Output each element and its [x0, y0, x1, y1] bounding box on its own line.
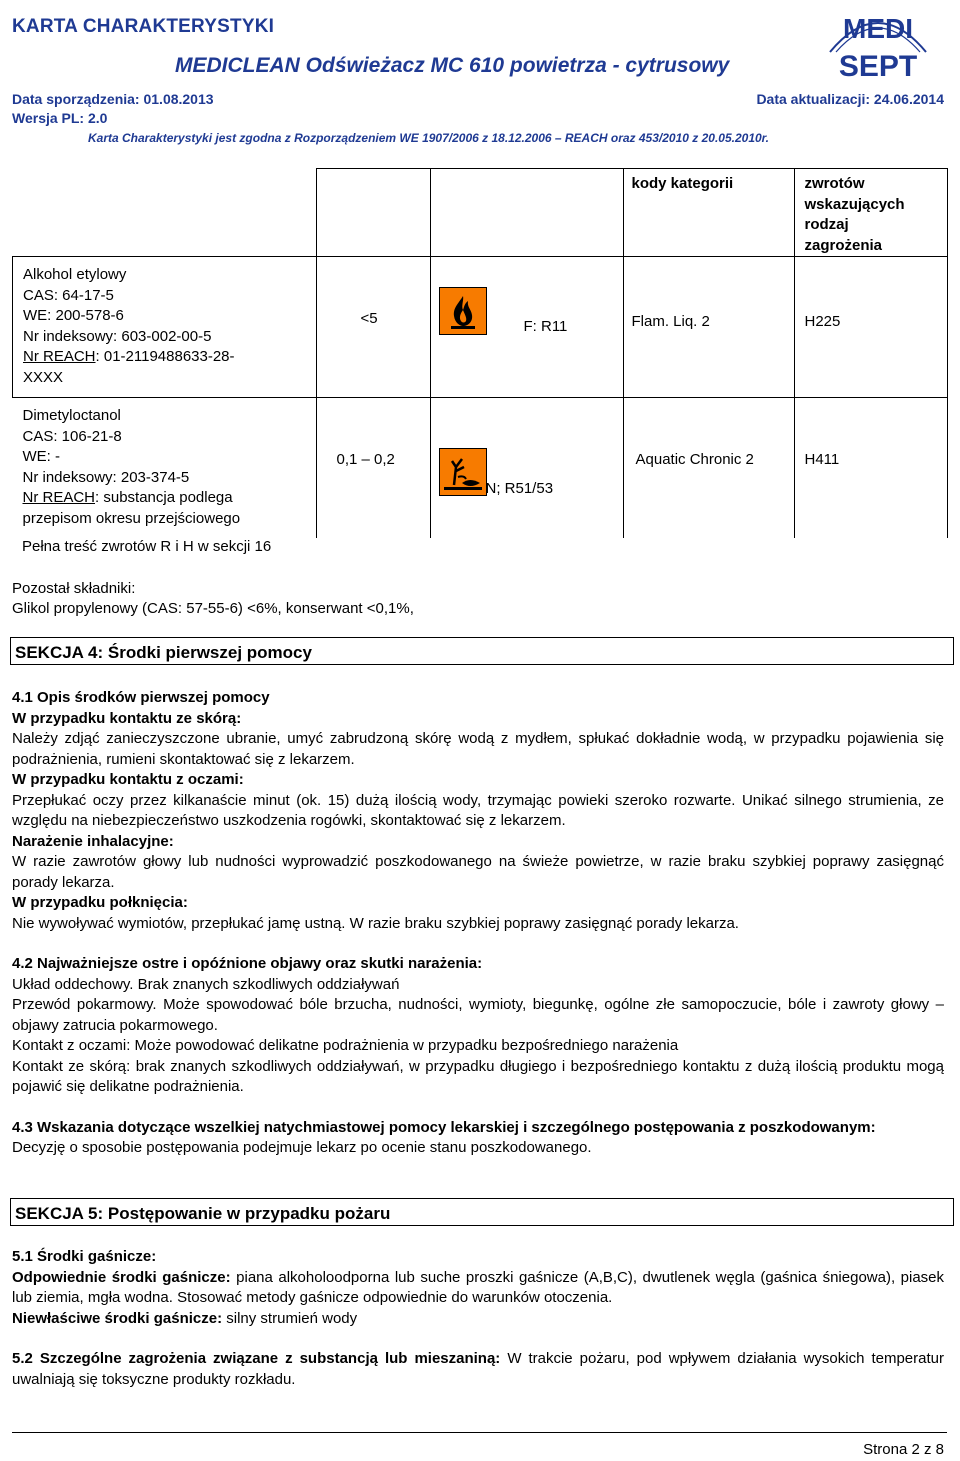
- category-code: Flam. Liq. 2: [631, 313, 710, 330]
- substance-reach-cont: przepisom okresu przejściowego: [22, 509, 241, 527]
- skin-contact-heading: W przypadku kontaktu ze skórą:: [12, 709, 242, 727]
- document-title: KARTA CHARAKTERYSTYKI: [12, 16, 275, 37]
- subsection-4-1-heading: 4.1 Opis środków pierwszej pomocy: [12, 689, 270, 706]
- eye-contact-text: Przepłukać oczy przez kilkanaście minut (ok. 15) dużą ilością wody, trzymając powieki szeroko rozwarte. Unikać silnego strumienia, ze względu na niebezpieczeństwo uszkodzenia rogówki, skontaktować się z lekarzem.: [12, 791, 944, 829]
- substance-reach-cont: XXXX: [23, 368, 64, 386]
- table-head-empty-3: [430, 169, 623, 257]
- eye-contact-heading: W przypadku kontaktu z oczami:: [12, 771, 244, 788]
- head-codes-label: kody kategorii: [631, 175, 734, 192]
- substance-name: Dimetyloctanol: [22, 407, 121, 424]
- substance-reach: Nr REACH: substancja podlega: [22, 489, 233, 506]
- page-number: Strona 2 z 8: [863, 1441, 944, 1458]
- skin-contact-text: Należy zdjąć zanieczyszczone ubranie, umyć zabrudzoną skórę wodą z mydłem, spłukać dokładnie wodą, w przypadku pojawienia się podrażnienia, rumieni skontaktować się z lekarzem.: [12, 730, 944, 768]
- substance-reach: Nr REACH: 01-2119488633-28-: [23, 348, 235, 365]
- substance-cell: [13, 257, 317, 398]
- substance-index: Nr indeksowy: 203-374-5: [22, 468, 190, 486]
- ingestion-text: Nie wywoływać wymiotów, przepłukać jamę ustną. W razie braku szybkiej poprawy zasięgnąć porady lekarza.: [12, 914, 739, 932]
- subsection-4-3-text: Decyzję o sposobie postępowania podejmuje lekarz po ocenie stanu poszkodowanego.: [12, 1139, 592, 1156]
- substance-cas: CAS: 64-17-5: [23, 286, 114, 304]
- footer-divider: [12, 1432, 947, 1433]
- concentration-cell: [316, 257, 430, 398]
- symptoms-respiratory: Układ oddechowy. Brak znanych szkodliwych oddziaływań: [12, 975, 400, 993]
- product-name: MEDICLEAN Odświeżacz MC 610 powietrza - cytrusowy: [175, 54, 730, 77]
- head-hazard-label: zwrotów wskazujących rodzaj zagrożenia: [804, 175, 905, 254]
- substance-cas: CAS: 106-21-8: [22, 427, 122, 445]
- classification-symbol: F: R11: [523, 318, 568, 335]
- category-cell: [623, 257, 794, 398]
- table-head-empty-1: [13, 169, 317, 257]
- subsection-5-2: 5.2 Szczególne zagrożenia związane z substancją lub mieszaniną: W trakcie pożaru, pod wpływem działania wysokich temperatur uwalniają się toksyczne produkty rozkładu.: [12, 1350, 944, 1388]
- inhalation-heading: Narażenie inhalacyjne:: [12, 832, 174, 850]
- concentration-cell: [316, 398, 430, 538]
- section-5-header: SEKCJA 5: Postępowanie w przypadku pożaru: [10, 1198, 954, 1226]
- table-row: [13, 398, 948, 538]
- created-date: Data sporządzenia: 01.08.2013: [12, 91, 214, 107]
- substance-we: WE: -: [22, 448, 60, 465]
- other-components-text: Glikol propylenowy (CAS: 57-55-6) <6%, konserwant <0,1%,: [12, 600, 414, 617]
- section-5-body: [12, 1247, 944, 1390]
- logo-text-bottom: SEPT: [838, 50, 918, 83]
- hazard-statement: H411: [804, 451, 840, 468]
- subsection-4-2-heading: 4.2 Najważniejsze ostre i opóźnione objawy oraz skutki narażenia:: [12, 955, 483, 972]
- hazard-cell: [794, 398, 947, 538]
- hazard-statement: H225: [804, 313, 841, 330]
- table-note: Pełna treść zwrotów R i H w sekcji 16: [22, 538, 272, 555]
- updated-date: Data aktualizacji: 24.06.2014: [756, 91, 944, 107]
- table-head-hazard: [794, 169, 947, 257]
- substance-cell: [13, 398, 317, 538]
- environment-icon: [439, 448, 487, 496]
- hazard-cell: [794, 257, 947, 398]
- inhalation-text: W razie zawrotów głowy lub nudności wyprowadzić poszkodowanego na świeże powietrze, w razie braku szybkiej poprawy zasięgnąć porady lekarza.: [12, 853, 944, 891]
- classification-cell: [430, 257, 623, 398]
- symptoms-skin: Kontakt ze skórą: brak znanych szkodliwych oddziaływań, w przypadku długiego i bezpośredniego kontaktu z dużą ilością produktu mogą pojawić się delikatne podrażnienia.: [12, 1057, 944, 1095]
- section-4-header: SEKCJA 4: Środki pierwszej pomocy: [10, 637, 954, 665]
- category-code: Aquatic Chronic 2: [635, 451, 754, 468]
- subsection-4-3-heading: 4.3 Wskazania dotyczące wszelkiej natychmiastowej pomocy lekarskiej i szczególnego postępowania z poszkodowanym:: [12, 1118, 876, 1136]
- subsection-5-1-heading: 5.1 Środki gaśnicze:: [12, 1248, 157, 1265]
- ingestion-heading: W przypadku połknięcia:: [12, 894, 188, 911]
- flame-icon: [439, 287, 487, 335]
- regulation-note: Karta Charakterystyki jest zgodna z Rozporządzeniem WE 1907/2006 z 18.12.2006 – REACH oraz 453/2010 z 20.05.2010r.: [88, 131, 770, 145]
- composition-table: [12, 168, 948, 538]
- concentration-value: 0,1 – 0,2: [336, 451, 395, 468]
- other-components-label: Pozostał składniki:: [12, 580, 136, 597]
- substance-index: Nr indeksowy: 603-002-00-5: [23, 327, 212, 345]
- table-row: [13, 257, 948, 398]
- section-4-body: [12, 688, 944, 1159]
- table-head-codes: [623, 169, 794, 257]
- unsuitable-media: Niewłaściwe środki gaśnicze: silny strumień wody: [12, 1309, 358, 1327]
- concentration-value: <5: [360, 310, 378, 327]
- logo-text-top: MEDI: [843, 13, 913, 44]
- version-label: Wersja PL: 2.0: [12, 110, 108, 126]
- symptoms-eyes: Kontakt z oczami: Może powodować delikatne podrażnienia w przypadku bezpośredniego narażenia: [12, 1037, 679, 1054]
- classification-cell: [430, 398, 623, 538]
- symptoms-digestive: Przewód pokarmowy. Może spowodować bóle brzucha, nudności, wymioty, biegunkę, ogólne złe samopoczucie, bóle i zawroty głowy – objawy zatrucia pokarmowego.: [12, 996, 944, 1034]
- medisept-logo: [822, 0, 934, 85]
- classification-symbol: N; R51/53: [485, 480, 554, 497]
- substance-we: WE: 200-578-6: [23, 307, 124, 324]
- table-head-empty-2: [316, 169, 430, 257]
- category-cell: [623, 398, 794, 538]
- substance-name: Alkohol etylowy: [23, 266, 127, 283]
- suitable-media: Odpowiednie środki gaśnicze: piana alkoholoodporna lub suche proszki gaśnicze (A,B,C), dwutlenek węgla (gaśnica śniegowa), piasek lub ziemia, mgła wodna. Stosować metody gaśnicze odpowiednie do warunków otoczenia.: [12, 1268, 945, 1306]
